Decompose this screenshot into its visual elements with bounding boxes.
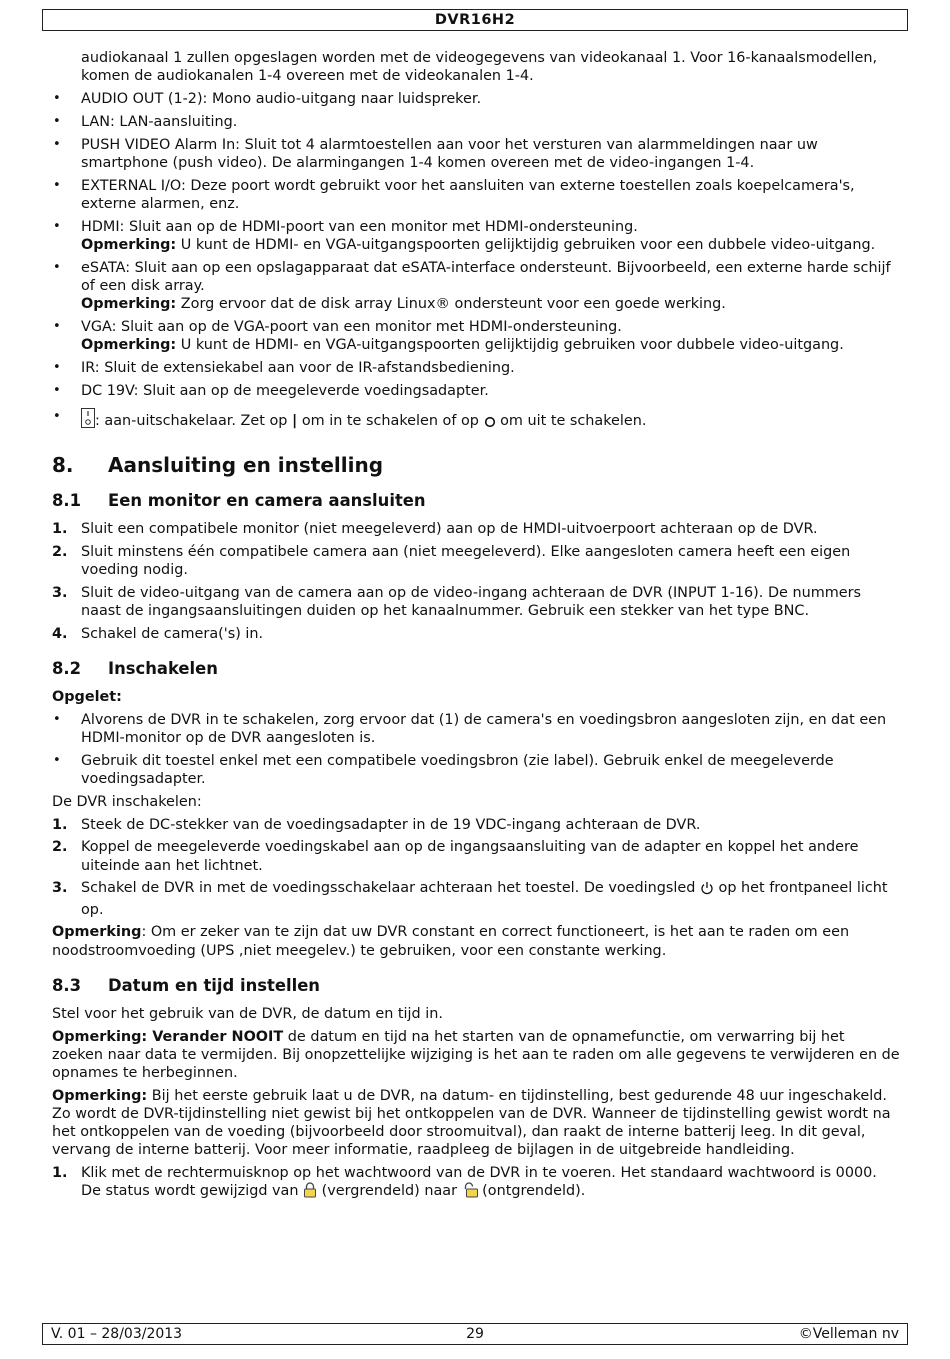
document-title: DVR16H2 <box>434 12 516 28</box>
port-list <box>52 90 900 433</box>
power-switch-icon <box>81 408 95 433</box>
page-number: 29 <box>466 1326 484 1342</box>
list-item: 3. Schakel de DVR in met de voedingsschakelaar achteraan het toestel. De voedingsled op het frontpaneel licht op. <box>52 880 888 918</box>
port-item-vga: • VGA: Sluit aan op de VGA-poort van een monitor met HDMI-ondersteuning. Opmerking: U kunt de HDMI- en VGA-uitgangspoorten gelijktijdig gebruiken voor dubbele video-uitgang. <box>52 318 900 354</box>
intro-paragraph: audiokanaal 1 zullen opgeslagen worden met de videogegevens van videokanaal 1. Voor 16-kanaalsmodellen, komen de audiokanalen 1-4 overeen met de videokanalen 1-4. <box>81 50 878 85</box>
section-8-heading: 8. Aansluiting en instelling <box>52 453 384 477</box>
list-item: 4. Schakel de camera('s) in. <box>52 625 264 642</box>
power-led-icon <box>700 881 714 900</box>
note-text: U kunt de HDMI- en VGA-uitgangspoorten gelijktijdig gebruiken voor een dubbele video-uitgang. <box>180 236 876 253</box>
port-item-external-io: • EXTERNAL I/O: Deze poort wordt gebruikt voor het aansluiten van externe toestellen zoals koepelcamera's, externe alarmen, enz. <box>52 177 900 213</box>
list-item: 1. Steek de DC-stekker van de voedingsadapter in de 19 VDC-ingang achteraan de DVR. <box>52 816 701 833</box>
datetime-steps <box>52 1164 900 1203</box>
monitor-camera-steps <box>52 520 900 643</box>
section-8-3-heading: 8.3 Datum en tijd instellen <box>52 975 320 995</box>
datetime-intro: Stel voor het gebruik van de DVR, de datum en tijd in. <box>52 1005 443 1022</box>
copyright: ©Velleman nv <box>798 1326 899 1342</box>
off-circle-icon <box>484 415 496 433</box>
note-label: Opmerking: <box>81 236 177 253</box>
list-item: • Alvorens de DVR in te schakelen, zorg ervoor dat (1) de camera's en voedingsbron aangesloten zijn, en dat een HDMI-monitor op de DVR aangesloten is. <box>52 711 900 747</box>
port-item-lan: • LAN: LAN-aansluiting. <box>52 113 900 131</box>
port-item-switch: • : aan-uitschakelaar. Zet op | om in te schakelen of op om uit te schakelen. <box>52 408 900 433</box>
power-note: Opmerking: Om er zeker van te zijn dat uw DVR constant en correct functioneert, is het aan te raden om een noodstroomvoeding (UPS ,niet meegelev.) te gebruiken, voor een constante werking. <box>52 924 850 959</box>
note-text: U kunt de HDMI- en VGA-uitgangspoorten gelijktijdig gebruiken voor dubbele video-uitgang. <box>180 337 844 353</box>
port-item-audio-out: • AUDIO OUT (1-2): Mono audio-uitgang naar luidspreker. <box>52 90 900 108</box>
list-item: 3. Sluit de video-uitgang van de camera aan op de video-ingang achteraan de DVR (INPUT 1-16). De nummers naast de ingangsaansluitingen duiden op het kanaalnummer. Gebruik een stekker van het type BNC. <box>52 584 862 619</box>
port-item-dc: • DC 19V: Sluit aan op de meegeleverde voedingsadapter. <box>52 382 900 400</box>
power-on-steps <box>52 816 900 919</box>
page-footer <box>42 1323 908 1345</box>
page-content <box>52 49 900 1208</box>
note-text: Zorg ervoor dat de disk array Linux® ondersteunt voor een goede werking. <box>180 296 726 312</box>
list-item: • Gebruik dit toestel enkel met een compatibele voedingsbron (zie label). Gebruik enkel de meegeleverde voedingsadapter. <box>52 752 900 788</box>
caution-list <box>52 711 900 788</box>
lock-open-icon <box>462 1182 478 1203</box>
port-item-hdmi: • HDMI: Sluit aan op de HDMI-poort van een monitor met HDMI-ondersteuning. Opmerking: U kunt de HDMI- en VGA-uitgangspoorten gelijktijdig gebruiken voor een dubbele video-uitgang. <box>52 218 900 254</box>
datetime-note-1: Opmerking: Verander NOOIT de datum en tijd na het starten van de opnamefunctie, om verwarring bij het zoeken naar data te vermijden. Bij onopzettelijke wijziging is het aan te raden om alle gegevens te verwijderen en de opnames te herbeginnen. <box>52 1028 900 1081</box>
power-on-label: De DVR inschakelen: <box>52 793 202 810</box>
list-item: 2. Koppel de meegeleverde voedingskabel aan op de ingangsaansluiting van de adapter en koppel het andere uiteinde aan het lichtnet. <box>52 839 859 874</box>
datetime-note-2: Opmerking: Bij het eerste gebruik laat u de DVR, na datum- en tijdinstelling, best gedurende 48 uur ingeschakeld. Zo wordt de DVR-tijdinstelling niet gewist bij het ontkoppelen van de DVR. Wanneer de tijdinstelling gewist wordt na het ontkoppelen van de voeding (bijvoorbeeld door stroomuitval), dan raakt de interne batterij leeg. In dit geval, vervang de interne batterij. Voor meer informatie, raadpleeg de bijlagen in de uitgebreide handleiding. <box>52 1087 891 1159</box>
page-header <box>42 9 908 31</box>
port-item-push-video: • PUSH VIDEO Alarm In: Sluit tot 4 alarmtoestellen aan voor het versturen van alarmmeldingen naar uw smartphone (push video). De alarmingangen 1-4 komen overeen met de video-ingangen 1-4. <box>52 136 900 172</box>
note-label: Opmerking: <box>81 337 177 353</box>
port-item-esata: • eSATA: Sluit aan op een opslagapparaat dat eSATA-interface ondersteunt. Bijvoorbeeld, een externe harde schijf of een disk array. Opmerking: Zorg ervoor dat de disk array Linux® ondersteunt voor een goede werking. <box>52 259 900 314</box>
section-8-2-heading: 8.2 Inschakelen <box>52 659 218 678</box>
list-item: 1. Sluit een compatibele monitor (niet meegeleverd) aan op de HMDI-uitvoerpoort achteraan op de DVR. <box>52 521 818 537</box>
caution-label: Opgelet: <box>52 689 122 705</box>
note-label: Opmerking: <box>81 296 177 312</box>
list-item: 1. Klik met de rechtermuisknop op het wachtwoord van de DVR in te voeren. Het standaard wachtwoord is 0000. De status wordt gewijzigd van (vergrendeld) naar (ontgrendeld). <box>52 1164 900 1203</box>
version-date: V. 01 – 28/03/2013 <box>51 1326 183 1342</box>
list-item: 2. Sluit minstens één compatibele camera aan (niet meegeleverd). Elke aangesloten camera heeft een eigen voeding nodig. <box>52 543 851 578</box>
port-item-ir: • IR: Sluit de extensiekabel aan voor de IR-afstandsbediening. <box>52 359 900 377</box>
lock-closed-icon <box>303 1182 317 1203</box>
section-8-1-heading: 8.1 Een monitor en camera aansluiten <box>52 491 426 510</box>
